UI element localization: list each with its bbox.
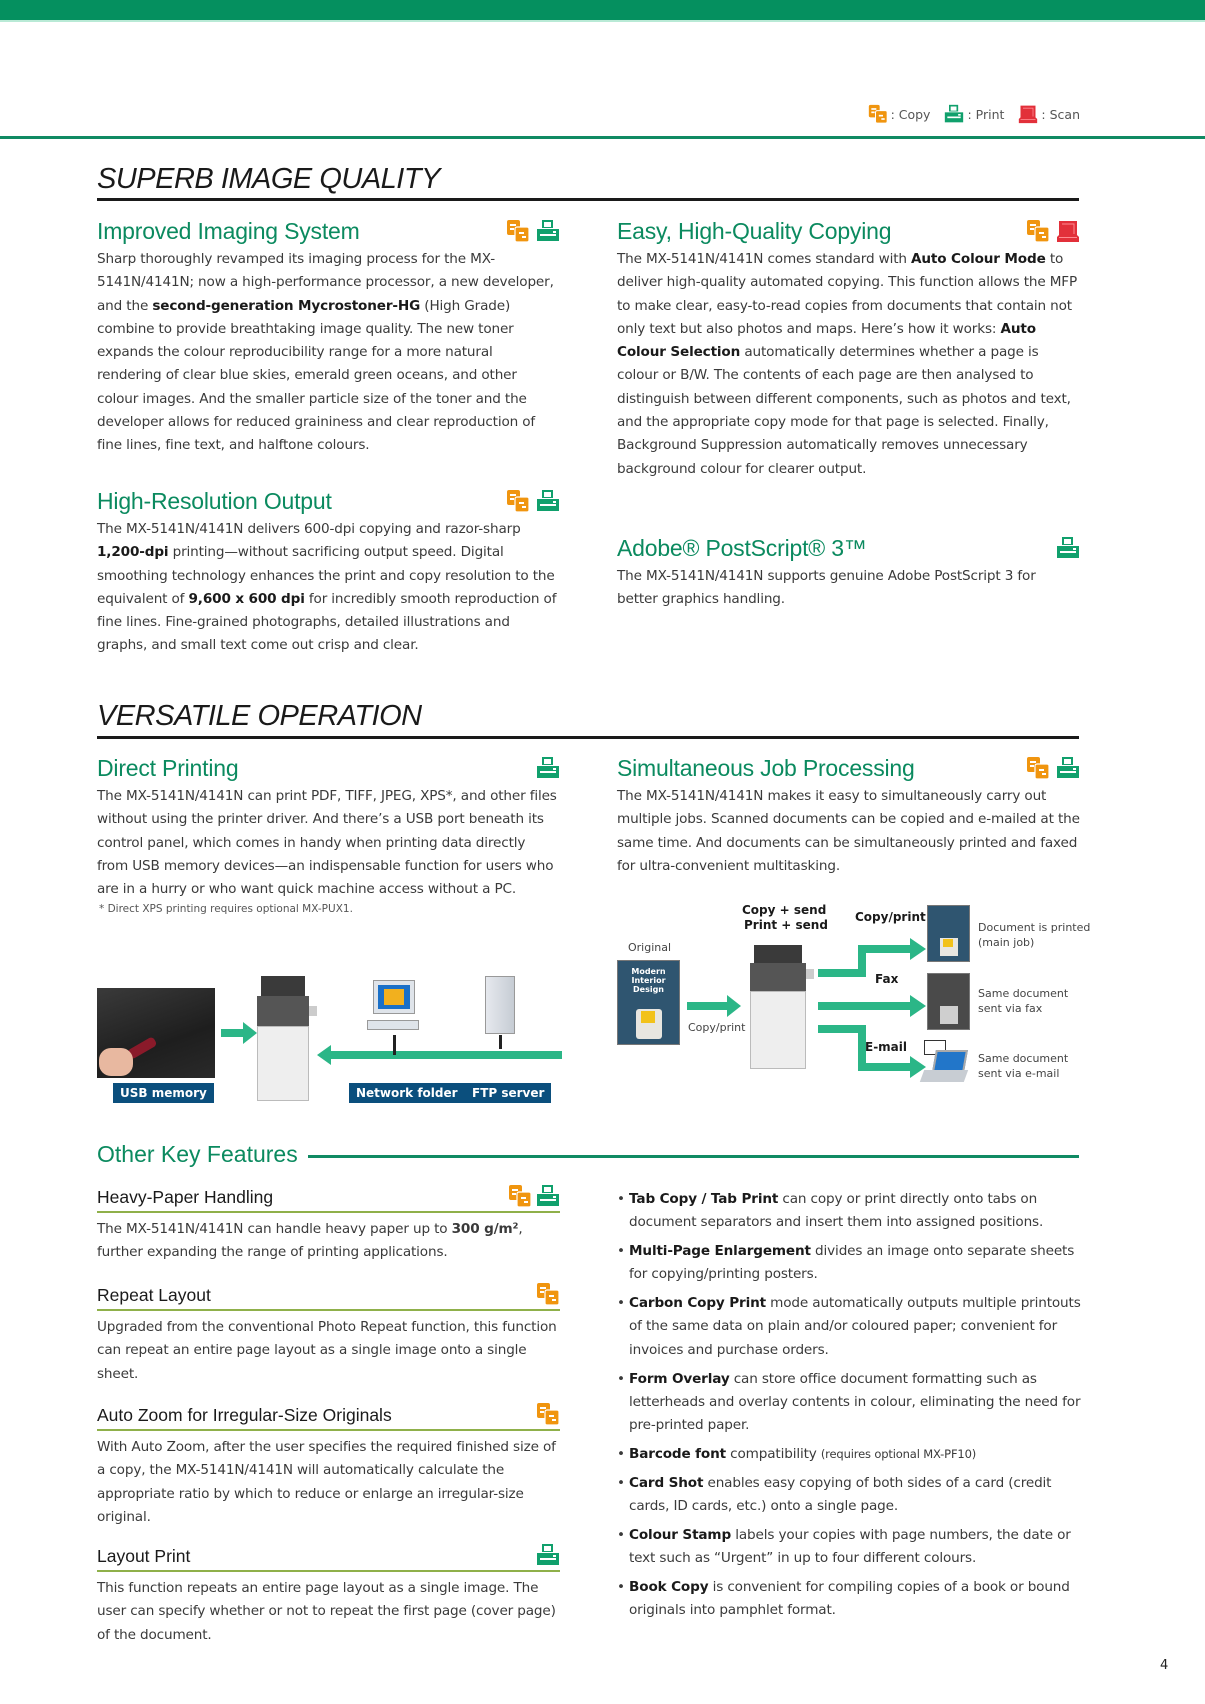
doc-title: Modern Interior Design (631, 967, 666, 994)
scan-icon (1056, 219, 1080, 243)
server-illustration (485, 976, 515, 1034)
print-icon (536, 219, 560, 243)
feature-layout-print (97, 1543, 560, 1647)
feature-bullet-list (617, 1188, 1087, 1628)
result-printed: Document is printed (main job) (978, 921, 1091, 949)
arrow-in (687, 995, 741, 1017)
other-key-features-rule (308, 1155, 1079, 1158)
feature-title: Auto Zoom for Irregular-Size Originals (97, 1405, 392, 1425)
heading: High-Resolution Output (97, 488, 332, 514)
copy-print-in-label: Copy/print (688, 1021, 746, 1034)
section-rule (97, 198, 1079, 201)
print-send-label: Print + send (744, 918, 828, 932)
print-icon (536, 756, 560, 780)
direct-printing-diagram (97, 970, 562, 1105)
feature-title: Repeat Layout (97, 1285, 211, 1305)
copy-send-label: Copy + send (742, 903, 827, 917)
bullet-item: • Carbon Copy Print mode automatically outputs multiple printouts of the same data on plain and/or coloured paper; convenient for invoices and purchase orders. (617, 1295, 1081, 1358)
section-title-versatile: VERSATILE OPERATION (97, 700, 422, 732)
bullet-item: • Card Shot enables easy copying of both sides of a card (credit cards, ID cards, etc.) onto a single page. (617, 1474, 1052, 1515)
feature-title: Heavy-Paper Handling (97, 1187, 274, 1207)
body-text: The MX-5141N/4141N delivers 600-dpi copying and razor-sharp 1,200-dpi printing—without sacrificing output speed. Digital smoothing technology enhances the print and copy resolution to the equivalent of 9,600 x 600 dpi for incredibly smooth reproduction of fine lines. Fine-grained photographs, detailed illustrations and graphs, and small text come out crisp and clear. (97, 521, 557, 654)
footnote: * Direct XPS printing requires optional MX-PUX1. (99, 903, 353, 916)
print-icon (536, 1184, 560, 1208)
heading: Adobe® PostScript® 3™ (617, 535, 867, 561)
feature-auto-zoom (97, 1402, 560, 1529)
page-number: 4 (1160, 1658, 1169, 1673)
network-folder-label: Network folder (349, 1083, 465, 1103)
copy-icon (536, 1402, 560, 1426)
pc-illustration (367, 980, 423, 1035)
block-postscript (617, 533, 1080, 612)
fax-document (927, 973, 970, 1030)
bullet-item: • Tab Copy / Tab Print can copy or print directly onto tabs on document separators and insert them into assigned positions. (617, 1191, 1044, 1231)
body-text: The MX-5141N/4141N makes it easy to simultaneously carry out multiple jobs. Scanned documents can be copied and e-mailed at the same time. And documents can be simultaneously printed and faxed for ultra-convenient multitasking. (617, 788, 1080, 874)
body-text: The MX-5141N/4141N supports genuine Adobe PostScript 3 for better graphics handling. (617, 568, 1036, 608)
copy-icon (508, 1184, 532, 1208)
legend-print-label: : Print (967, 106, 1005, 122)
copy-icon (506, 219, 530, 243)
original-document (617, 960, 680, 1045)
usb-memory-label: USB memory (113, 1083, 214, 1103)
bullet-item: • Multi-Page Enlargement divides an image onto separate sheets for copying/printing posters. (617, 1243, 1075, 1283)
bullet-item: • Form Overlay can store office document formatting such as letterheads and overlay contents in colour, eliminating the need for pre-printed paper. (617, 1370, 1081, 1434)
function-legend (868, 104, 1080, 124)
section-title-image-quality: SUPERB IMAGE QUALITY (97, 163, 440, 195)
feature-heavy-paper (97, 1184, 560, 1265)
mfp-printer (750, 945, 814, 1070)
block-improved-imaging (97, 216, 560, 458)
legend-scan (1018, 104, 1080, 124)
scan-icon (1018, 104, 1038, 124)
print-icon (536, 1543, 560, 1567)
copy-icon (868, 104, 888, 124)
other-key-features-title: Other Key Features (97, 1141, 298, 1167)
section-rule (97, 736, 1079, 739)
header-divider (0, 136, 1205, 139)
bullet-item: • Book Copy is convenient for compiling copies of a book or bound originals into pamphlet format. (617, 1578, 1070, 1619)
block-direct-printing (97, 753, 560, 917)
mfp-printer (257, 976, 317, 1104)
print-icon (944, 104, 964, 124)
bullet-item: • Colour Stamp labels your copies with page numbers, the date or text such as “Urgent” in up to four different colours. (617, 1526, 1071, 1567)
result-email: Same document sent via e-mail (978, 1052, 1069, 1080)
heading: Easy, High-Quality Copying (617, 218, 892, 244)
heading: Simultaneous Job Processing (617, 755, 915, 781)
legend-print (944, 104, 1004, 124)
feature-text: This function repeats an entire page layout as a single image. The user can specify whether or not to repeat the first page (cover page) of the document. (97, 1580, 556, 1643)
arrow-fax (818, 995, 928, 1017)
email-laptop (920, 1040, 970, 1085)
copy-icon (1026, 756, 1050, 780)
printed-document (927, 905, 970, 962)
feature-text: Upgraded from the conventional Photo Repeat function, this function can repeat an entire page layout as a single image onto a single sheet. (97, 1319, 557, 1382)
result-fax: Same document sent via fax (978, 987, 1069, 1015)
legend-copy (868, 104, 931, 124)
out-fax-label: Fax (875, 972, 899, 986)
copy-icon (536, 1282, 560, 1306)
out-email-label: E-mail (865, 1040, 908, 1054)
feature-title: Layout Print (97, 1546, 191, 1566)
heading: Direct Printing (97, 755, 239, 781)
feature-text: With Auto Zoom, after the user specifies the required finished size of a copy, the MX-5141N/4141N will automatically calculate the appropriate ratio by which to reduce or enlarge an irregular-size original. (97, 1439, 556, 1525)
out-copy-print-label: Copy/print (855, 910, 926, 924)
top-brand-bar (0, 0, 1205, 22)
block-simultaneous-jobs (617, 753, 1080, 878)
arrow-copy-print (818, 935, 928, 983)
body-text: The MX-5141N/4141N comes standard with Auto Colour Mode to deliver high-quality automated copying. This function allows the MFP to make clear, easy-to-read copies from documents that contain not only text but also photos and maps. Here’s how it works: Auto Colour Selection automatically determines whether a page is colour or B/W. The contents of each page are then analysed to distinguish between different components, such as photos and text, and the appropriate copy mode for that page is selected. Finally, Background Suppression automatically removes unnecessary background colour for clearer output. (617, 251, 1078, 477)
copy-icon (506, 489, 530, 513)
original-label: Original (628, 941, 672, 954)
network-line (317, 1045, 562, 1065)
copy-icon (1026, 219, 1050, 243)
print-icon (1056, 756, 1080, 780)
legend-scan-label: : Scan (1041, 106, 1080, 122)
body-text: The MX-5141N/4141N can print PDF, TIFF, JPEG, XPS*, and other files without using the printer driver. And there’s a USB port beneath its control panel, which comes in handy when printing data directly from USB memory devices—an indispensable function for users who are in a hurry or who want quick machine access without a PC. (97, 788, 557, 898)
feature-text: The MX-5141N/4141N can handle heavy paper up to 300 g/m², further expanding the range of printing applications. (97, 1221, 523, 1261)
block-easy-copying (617, 216, 1080, 481)
simultaneous-job-diagram (615, 900, 1095, 1095)
feature-repeat-layout (97, 1282, 560, 1386)
print-icon (1056, 536, 1080, 560)
usb-photo (97, 988, 215, 1078)
bullet-item: • Barcode font compatibility (requires optional MX-PF10) (617, 1445, 977, 1462)
print-icon (536, 489, 560, 513)
ftp-server-label: FTP server (465, 1083, 551, 1103)
arrow-right (221, 1022, 257, 1044)
block-high-resolution (97, 486, 560, 658)
body-text: Sharp thoroughly revamped its imaging process for the MX-5141N/4141N; now a high-performance processor, a new developer, and the second-generation Mycrostoner-HG (High Grade) combine to provide breathtaking image quality. The new toner expands the colour reproducibility range for a more natural rendering of clear blue skies, emerald green oceans, and other colour images. And the smaller particle size of the toner and the developer allows for reduced graininess and clear reproduction of fine lines, fine text, and halftone colours. (97, 251, 554, 454)
legend-copy-label: : Copy (890, 106, 931, 122)
hand (99, 1048, 133, 1076)
heading: Improved Imaging System (97, 218, 360, 244)
